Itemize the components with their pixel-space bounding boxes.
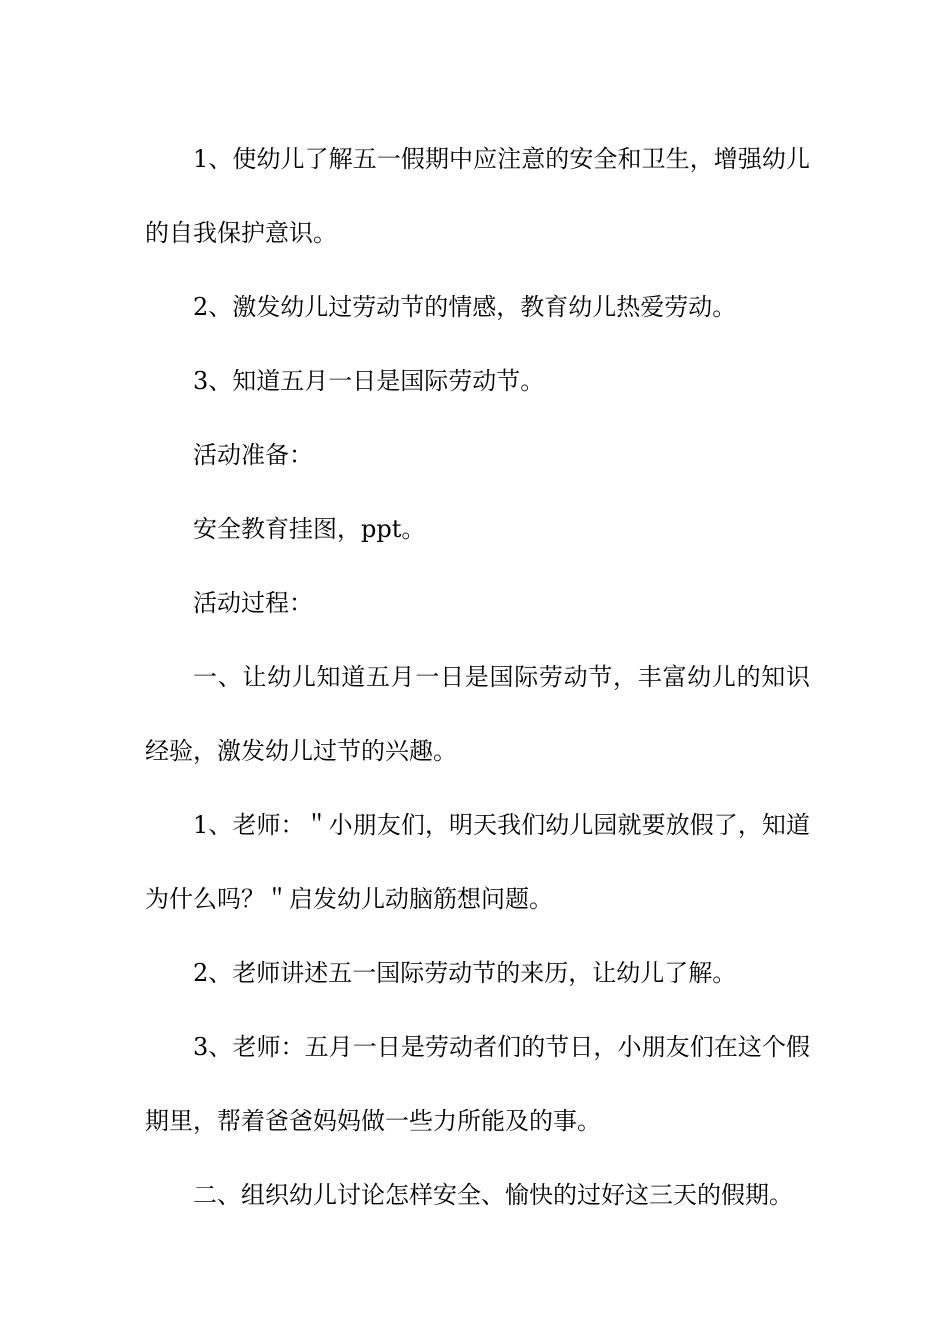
heading-process: 活动过程：	[193, 589, 313, 617]
paragraph-step-one-3: 3、老师：五月一日是劳动者们的节日，小朋友们在这个假期里，帮着爸爸妈妈做一些力所能及的事。	[145, 1033, 810, 1135]
paragraph-goal-3: 3、知道五月一日是国际劳动节。	[193, 367, 545, 395]
paragraph-step-two: 二、组织幼儿讨论怎样安全、愉快的过好这三天的假期。	[193, 1181, 793, 1209]
paragraph-step-one-2: 2、老师讲述五一国际劳动节的来历，让幼儿了解。	[193, 959, 737, 987]
paragraph-materials: 安全教育挂图，ppt。	[193, 515, 426, 543]
heading-preparation: 活动准备：	[193, 441, 313, 469]
document-body	[145, 122, 810, 1232]
paragraph-goal-2: 2、激发幼儿过劳动节的情感，教育幼儿热爱劳动。	[193, 293, 737, 321]
paragraph-step-one: 一、让幼儿知道五月一日是国际劳动节，丰富幼儿的知识经验，激发幼儿过节的兴趣。	[145, 663, 810, 765]
paragraph-step-one-1: 1、老师：＂小朋友们，明天我们幼儿园就要放假了，知道为什么吗？＂启发幼儿动脑筋想问题。	[145, 811, 810, 913]
paragraph-goal-1: 1、使幼儿了解五一假期中应注意的安全和卫生，增强幼儿的自我保护意识。	[145, 145, 810, 247]
